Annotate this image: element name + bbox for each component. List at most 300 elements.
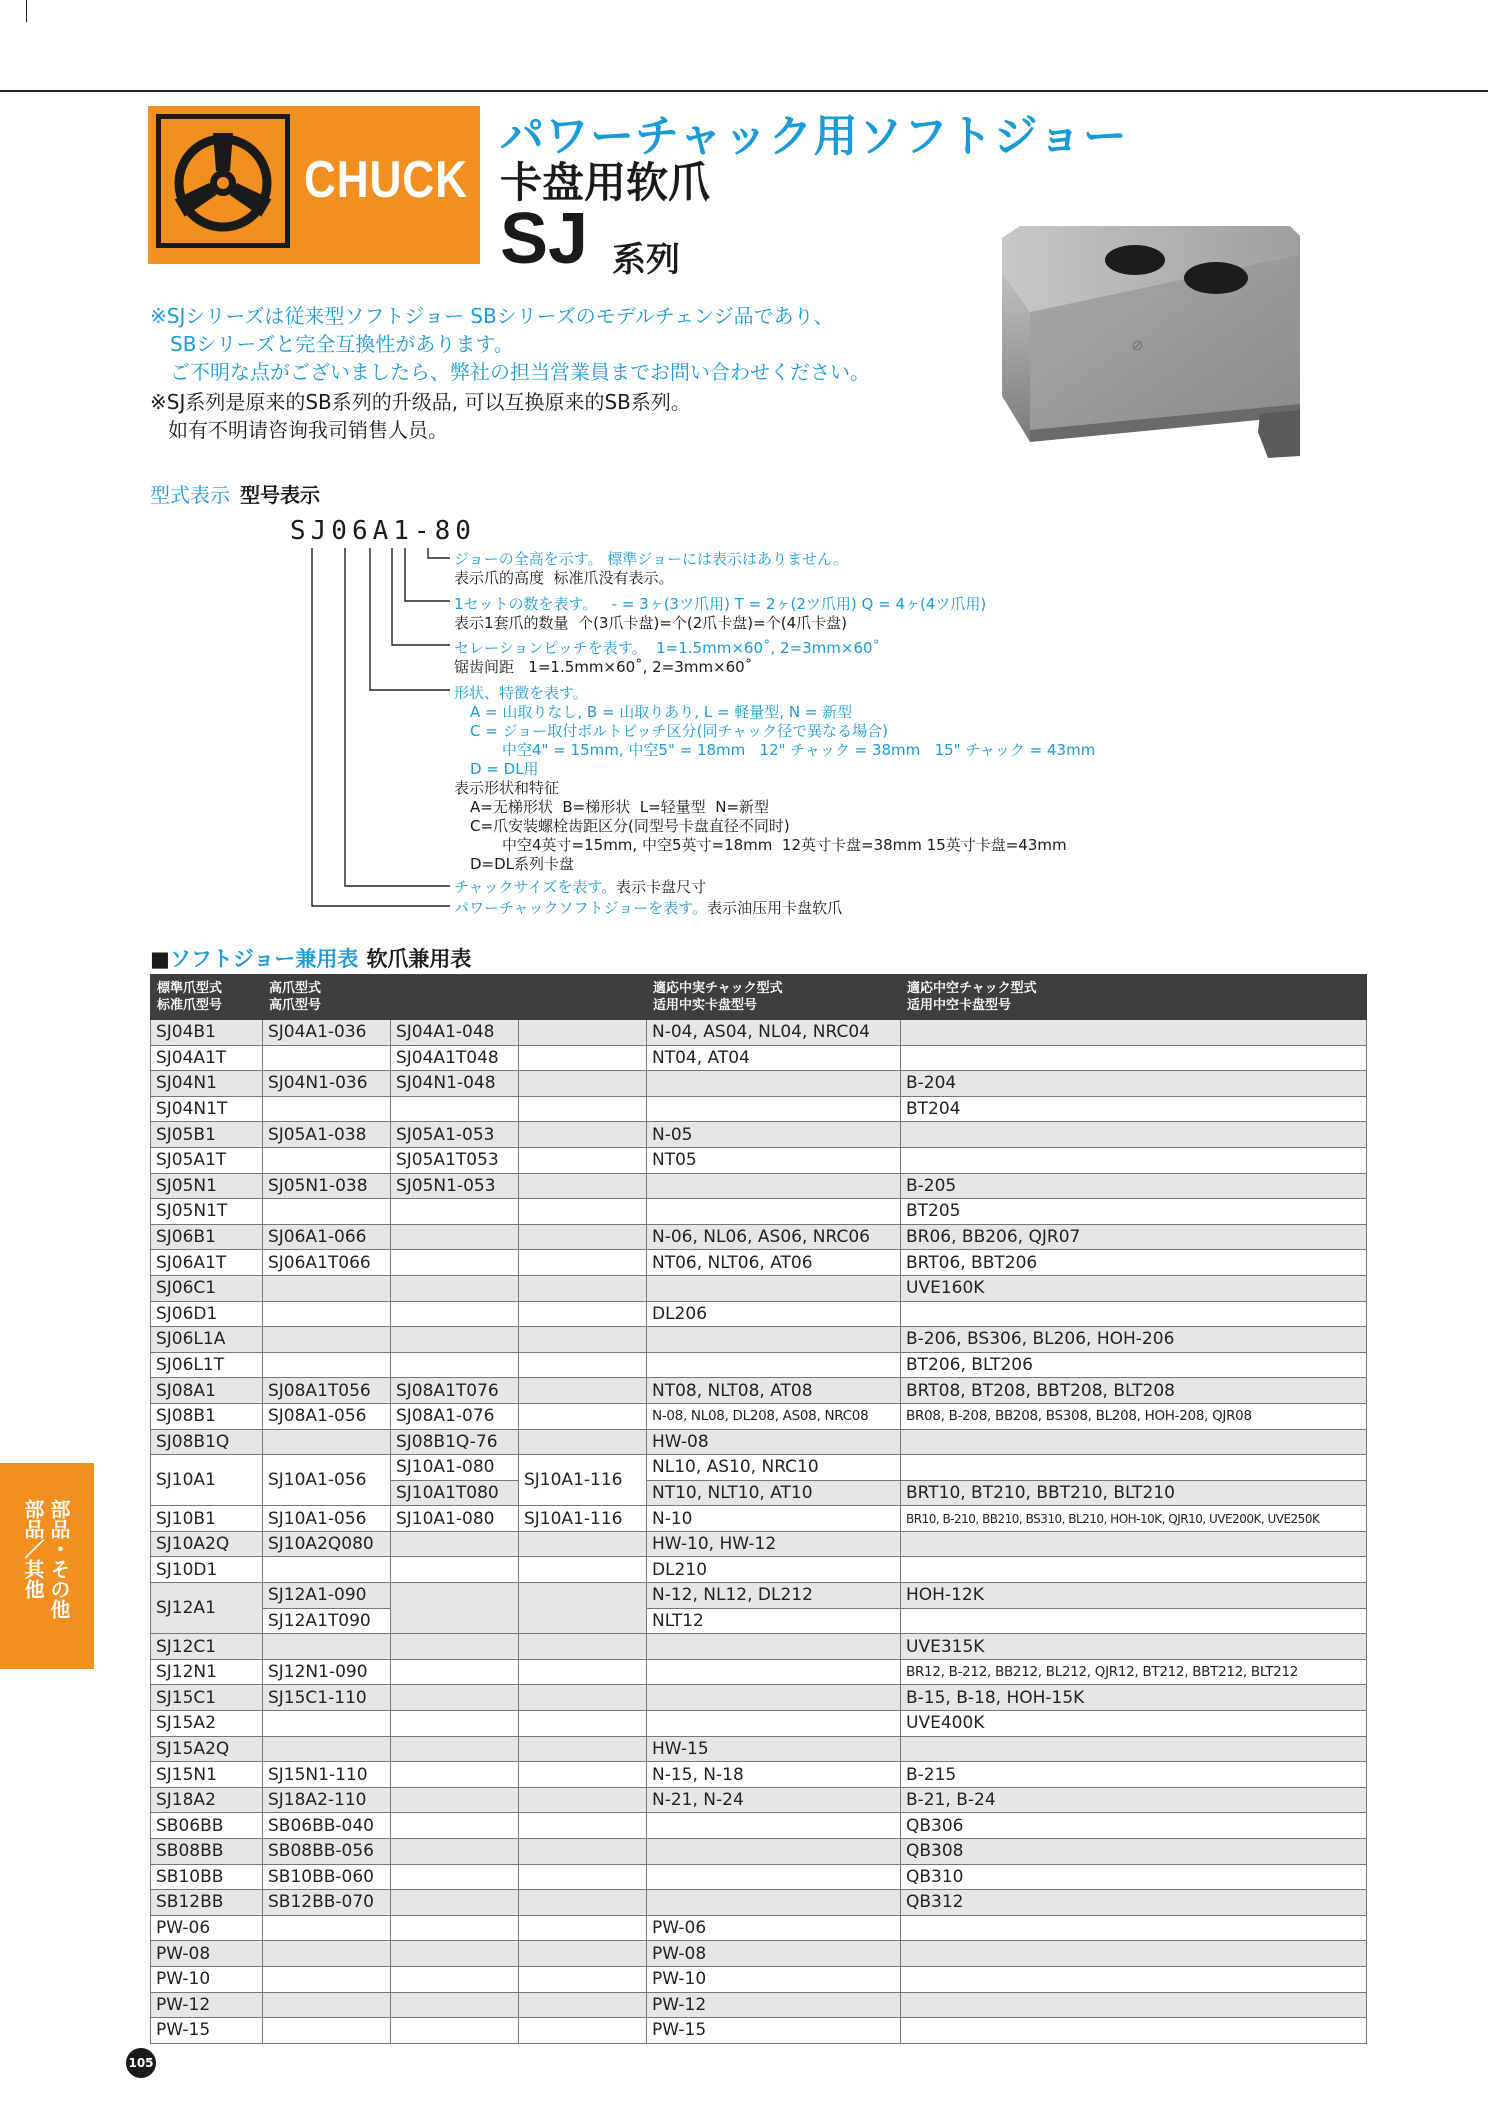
cell-standard-jaw: SJ10A2Q	[151, 1531, 263, 1557]
cell-high-jaw-3	[519, 1711, 647, 1737]
cell-hollow-chuck: B-215	[901, 1762, 1367, 1788]
cell-hollow-chuck: HOH-12K	[901, 1583, 1367, 1609]
cell-high-jaw-3	[519, 1275, 647, 1301]
cell-high-jaw-3	[519, 1122, 647, 1148]
cell-high-jaw-2: SJ08B1Q-76	[391, 1429, 519, 1455]
table-row	[151, 1045, 1367, 1071]
cell-high-jaw-1	[263, 1941, 391, 1967]
side-tab-label-cn: 部品／其他	[21, 1499, 45, 1599]
cell-standard-jaw: SJ10D1	[151, 1557, 263, 1583]
cell-solid-chuck: N-12, NL12, DL212	[647, 1583, 901, 1609]
cell-high-jaw-3	[519, 1250, 647, 1276]
cell-solid-chuck: PW-12	[647, 1992, 901, 2018]
table-row	[151, 1583, 1367, 1609]
table-row	[151, 1685, 1367, 1711]
note-jp-line: ※SJシリーズは従来型ソフトジョー SBシリーズのモデルチェンジ品であり、	[150, 304, 834, 328]
cell-hollow-chuck: QB308	[901, 1839, 1367, 1865]
model-code-leader-lines	[300, 548, 460, 928]
cell-standard-jaw: SJ15A2Q	[151, 1736, 263, 1762]
cell-hollow-chuck: BR12, B-212, BB212, BL212, QJR12, BT212, BBT212, BLT212	[901, 1659, 1367, 1685]
cell-high-jaw-1	[263, 1992, 391, 2018]
cell-high-jaw-2	[391, 1659, 519, 1685]
cell-hollow-chuck: BR08, B-208, BB208, BS308, BL208, HOH-208, QJR08	[901, 1403, 1367, 1429]
cell-high-jaw-2	[391, 1813, 519, 1839]
cell-standard-jaw: SB06BB	[151, 1813, 263, 1839]
cell-high-jaw-2	[391, 1864, 519, 1890]
cell-high-jaw-1: SJ08A1-056	[263, 1403, 391, 1429]
cell-solid-chuck	[647, 1199, 901, 1225]
cell-high-jaw-3	[519, 1839, 647, 1865]
cell-high-jaw-1: SJ15N1-110	[263, 1762, 391, 1788]
chuck-logo	[148, 106, 480, 264]
cell-solid-chuck: NT06, NLT06, AT06	[647, 1250, 901, 1276]
table-row	[151, 1173, 1367, 1199]
cell-high-jaw-3	[519, 1327, 647, 1353]
cell-standard-jaw: SJ08B1Q	[151, 1429, 263, 1455]
side-category-tab[interactable]	[0, 1463, 94, 1669]
cell-high-jaw-1	[263, 1915, 391, 1941]
pitch-desc-cn: 锯齿间距 1=1.5mm×60˚, 2=3mm×60˚	[454, 658, 753, 676]
cell-high-jaw-1: SJ15C1-110	[263, 1685, 391, 1711]
cell-hollow-chuck: BT205	[901, 1199, 1367, 1225]
cell-standard-jaw: SJ04N1T	[151, 1096, 263, 1122]
cell-high-jaw-3	[519, 1045, 647, 1071]
table-row	[151, 1275, 1367, 1301]
svg-text:⌀: ⌀	[1132, 334, 1143, 355]
table-row	[151, 1301, 1367, 1327]
cell-high-jaw-1	[263, 1199, 391, 1225]
cell-hollow-chuck: BRT08, BT208, BBT208, BLT208	[901, 1378, 1367, 1404]
cell-high-jaw-1: SJ12A1-090	[263, 1583, 391, 1609]
soft-desc	[454, 898, 842, 918]
table-row	[151, 1941, 1367, 1967]
cell-high-jaw-3	[519, 1199, 647, 1225]
cell-high-jaw-1: SB12BB-070	[263, 1890, 391, 1916]
cell-solid-chuck: NT04, AT04	[647, 1045, 901, 1071]
cell-hollow-chuck: BT204	[901, 1096, 1367, 1122]
cell-hollow-chuck: B-21, B-24	[901, 1787, 1367, 1813]
cell-standard-jaw: SJ08B1	[151, 1403, 263, 1429]
cell-standard-jaw: SJ05A1T	[151, 1147, 263, 1173]
table-row	[151, 1659, 1367, 1685]
cell-standard-jaw: SJ15A2	[151, 1711, 263, 1737]
cell-hollow-chuck: B-15, B-18, HOH-15K	[901, 1685, 1367, 1711]
table-row	[151, 2018, 1367, 2044]
cell-standard-jaw: PW-15	[151, 2018, 263, 2044]
cell-standard-jaw: SJ12A1	[151, 1583, 263, 1634]
table-row	[151, 1506, 1367, 1532]
cell-high-jaw-2	[391, 1634, 519, 1660]
soft-jaw-product-image	[1000, 224, 1300, 458]
logo-text: CHUCK	[304, 151, 468, 209]
shape-desc-cn-4: D=DL系列卡盘	[470, 855, 575, 873]
cell-high-jaw-2: SJ04N1-048	[391, 1071, 519, 1097]
pitch-desc-jp: セレーションピッチを表す。 1=1.5mm×60˚, 2=3mm×60˚	[454, 639, 881, 657]
shape-desc-cn-1: A=无梯形状 B=梯形状 L=轻量型 N=新型	[470, 798, 770, 816]
note-cn-line: ※SJ系列是原来的SB系列的升级品, 可以互换原来的SB系列。	[150, 390, 691, 414]
cell-high-jaw-1: SJ10A1-056	[263, 1506, 391, 1532]
cell-hollow-chuck: BRT10, BT210, BBT210, BLT210	[901, 1480, 1367, 1506]
cell-high-jaw-3	[519, 1813, 647, 1839]
cell-high-jaw-3	[519, 1864, 647, 1890]
cell-high-jaw-2	[391, 1557, 519, 1583]
cell-solid-chuck: DL206	[647, 1301, 901, 1327]
cell-standard-jaw: SJ15N1	[151, 1762, 263, 1788]
cell-standard-jaw: SJ05N1T	[151, 1199, 263, 1225]
cell-high-jaw-3	[519, 1762, 647, 1788]
shape-desc-cn-2: C=爪安装螺栓齿距区分(同型号卡盘直径不同时)	[470, 817, 790, 835]
cell-solid-chuck: NT08, NLT08, AT08	[647, 1378, 901, 1404]
cell-high-jaw-3	[519, 1890, 647, 1916]
header-standard-jaw	[151, 975, 263, 1020]
cell-high-jaw-1: SJ05A1-038	[263, 1122, 391, 1148]
note-japanese	[150, 302, 870, 386]
cell-high-jaw-2	[391, 1531, 519, 1557]
table-row	[151, 1455, 1367, 1481]
cell-standard-jaw: SJ06L1T	[151, 1352, 263, 1378]
shape-desc-jp: 形状、特徴を表す。	[454, 684, 588, 702]
cell-high-jaw-3	[519, 1557, 647, 1583]
header-text: 标准爪型号	[157, 998, 223, 1013]
cell-high-jaw-1: SB10BB-060	[263, 1864, 391, 1890]
cell-high-jaw-1: SB08BB-056	[263, 1839, 391, 1865]
cell-high-jaw-3	[519, 1173, 647, 1199]
soft-desc-jp: パワーチャックソフトジョーを表す。	[454, 899, 708, 917]
series-name: SJ	[500, 199, 589, 279]
height-desc-cn: 表示爪的高度 标准爪没有表示。	[454, 569, 674, 587]
cell-high-jaw-2	[391, 1966, 519, 1992]
cell-high-jaw-1: SJ04A1-036	[263, 1020, 391, 1046]
cell-high-jaw-3	[519, 1147, 647, 1173]
cell-high-jaw-1: SJ18A2-110	[263, 1787, 391, 1813]
note-jp-line: SBシリーズと完全互換性があります。	[170, 332, 514, 356]
note-chinese	[150, 388, 691, 444]
cell-high-jaw-1	[263, 1045, 391, 1071]
cell-hollow-chuck: UVE315K	[901, 1634, 1367, 1660]
cell-solid-chuck: N-21, N-24	[647, 1787, 901, 1813]
cell-high-jaw-3	[519, 1787, 647, 1813]
cell-high-jaw-3	[519, 1096, 647, 1122]
table-row	[151, 1966, 1367, 1992]
cell-high-jaw-2	[391, 1199, 519, 1225]
cell-high-jaw-1	[263, 2018, 391, 2044]
cell-standard-jaw: SJ04B1	[151, 1020, 263, 1046]
cell-solid-chuck: HW-08	[647, 1429, 901, 1455]
table-header-row	[151, 975, 1367, 1020]
cell-hollow-chuck: QB310	[901, 1864, 1367, 1890]
cell-high-jaw-2	[391, 1583, 519, 1634]
cell-high-jaw-2: SJ08A1T076	[391, 1378, 519, 1404]
cell-standard-jaw: SJ12N1	[151, 1659, 263, 1685]
cell-high-jaw-2: SJ05A1T053	[391, 1147, 519, 1173]
cell-hollow-chuck	[901, 1915, 1367, 1941]
table-row	[151, 1864, 1367, 1890]
cell-hollow-chuck: BR06, BB206, QJR07	[901, 1224, 1367, 1250]
cell-hollow-chuck: BT206, BLT206	[901, 1352, 1367, 1378]
cell-solid-chuck	[647, 1275, 901, 1301]
cell-high-jaw-3	[519, 1301, 647, 1327]
size-desc-jp: チャックサイズを表す。	[454, 878, 617, 896]
shape-desc-cn-3: 中空4英寸=15mm, 中空5英寸=18mm 12英寸卡盘=38mm 15英寸卡盘=43mm	[502, 836, 1067, 854]
model-title-jp: 型式表示	[150, 483, 230, 507]
shape-desc-jp-3: 中空4" = 15mm, 中空5" = 18mm 12" チャック = 38mm 15" チャック = 43mm	[502, 741, 1096, 759]
cell-hollow-chuck	[901, 1020, 1367, 1046]
cell-standard-jaw: SJ18A2	[151, 1787, 263, 1813]
table-row	[151, 1250, 1367, 1276]
cell-hollow-chuck	[901, 1736, 1367, 1762]
soft-desc-cn: 表示油压用卡盘软爪	[707, 899, 843, 917]
cell-high-jaw-1: SJ08A1T056	[263, 1378, 391, 1404]
table-row	[151, 1634, 1367, 1660]
cell-high-jaw-1	[263, 1429, 391, 1455]
cell-high-jaw-2: SJ08A1-076	[391, 1403, 519, 1429]
cell-standard-jaw: PW-12	[151, 1992, 263, 2018]
cell-high-jaw-1: SJ10A1-056	[263, 1455, 391, 1506]
cell-hollow-chuck	[901, 1557, 1367, 1583]
cell-hollow-chuck: UVE160K	[901, 1275, 1367, 1301]
cell-high-jaw-1	[263, 1096, 391, 1122]
table-row	[151, 1378, 1367, 1404]
cell-high-jaw-2	[391, 1787, 519, 1813]
cell-high-jaw-2	[391, 1839, 519, 1865]
table-row	[151, 1787, 1367, 1813]
cell-standard-jaw: SJ12C1	[151, 1634, 263, 1660]
cell-hollow-chuck: UVE400K	[901, 1711, 1367, 1737]
size-desc	[454, 877, 706, 897]
cell-high-jaw-3	[519, 1992, 647, 2018]
cell-high-jaw-1	[263, 1736, 391, 1762]
cell-high-jaw-3	[519, 1071, 647, 1097]
cell-hollow-chuck	[901, 1992, 1367, 2018]
compat-title-cn: 软爪兼用表	[366, 947, 472, 971]
cell-high-jaw-2: SJ10A1-080	[391, 1506, 519, 1532]
cell-standard-jaw: SB10BB	[151, 1864, 263, 1890]
cell-high-jaw-1	[263, 1557, 391, 1583]
cell-standard-jaw: SJ06A1T	[151, 1250, 263, 1276]
cell-solid-chuck	[647, 1813, 901, 1839]
table-row	[151, 1096, 1367, 1122]
cell-high-jaw-1	[263, 1275, 391, 1301]
cell-standard-jaw: SJ10A1	[151, 1455, 263, 1506]
cell-high-jaw-3	[519, 1736, 647, 1762]
table-row	[151, 1531, 1367, 1557]
cell-solid-chuck	[647, 1352, 901, 1378]
header-high-jaw	[263, 975, 647, 1020]
cell-high-jaw-3	[519, 1685, 647, 1711]
chuck-jaw-icon	[161, 119, 285, 243]
note-jp-line: ご不明な点がございましたら、弊社の担当営業員までお問い合わせください。	[170, 360, 870, 384]
title-japanese: パワーチャック用ソフトジョー	[500, 111, 1128, 162]
cell-high-jaw-3	[519, 1378, 647, 1404]
shape-desc-jp-1: A = 山取りなし, B = 山取りあり, L = 軽量型, N = 新型	[470, 703, 853, 721]
soft-jaw-compat-table	[150, 974, 1367, 2044]
table-body	[151, 1020, 1367, 2044]
cell-high-jaw-1: SJ05N1-038	[263, 1173, 391, 1199]
cell-high-jaw-1	[263, 1634, 391, 1660]
cell-solid-chuck	[647, 1659, 901, 1685]
cell-hollow-chuck	[901, 1122, 1367, 1148]
cell-hollow-chuck: B-206, BS306, BL206, HOH-206	[901, 1327, 1367, 1353]
cell-high-jaw-1: SJ06A1T066	[263, 1250, 391, 1276]
header-text: 適応中実チャック型式	[653, 981, 783, 996]
cell-high-jaw-2: SJ04A1-048	[391, 1020, 519, 1046]
cell-high-jaw-2: SJ10A1-080	[391, 1455, 519, 1481]
header-text: 適応中空チャック型式	[907, 981, 1037, 996]
cell-solid-chuck	[647, 1071, 901, 1097]
cell-solid-chuck	[647, 1685, 901, 1711]
cell-solid-chuck	[647, 1634, 901, 1660]
cell-solid-chuck: NT05	[647, 1147, 901, 1173]
cell-standard-jaw: SJ06C1	[151, 1275, 263, 1301]
cell-solid-chuck: NL10, AS10, NRC10	[647, 1455, 901, 1481]
cell-standard-jaw: PW-10	[151, 1966, 263, 1992]
cell-standard-jaw: PW-06	[151, 1915, 263, 1941]
cell-high-jaw-1: SJ04N1-036	[263, 1071, 391, 1097]
cell-high-jaw-3	[519, 1224, 647, 1250]
table-row	[151, 1020, 1367, 1046]
cell-hollow-chuck: BRT06, BBT206	[901, 1250, 1367, 1276]
cell-high-jaw-1: SJ12A1T090	[263, 1608, 391, 1634]
header-rule	[0, 90, 1488, 92]
header-text: 适用中实卡盘型号	[653, 998, 758, 1013]
table-row	[151, 1813, 1367, 1839]
cell-hollow-chuck	[901, 1941, 1367, 1967]
cell-hollow-chuck	[901, 1966, 1367, 1992]
cell-high-jaw-2	[391, 1992, 519, 2018]
cell-high-jaw-3	[519, 1531, 647, 1557]
cell-high-jaw-2	[391, 1736, 519, 1762]
cell-standard-jaw: PW-08	[151, 1941, 263, 1967]
cell-standard-jaw: SJ06L1A	[151, 1327, 263, 1353]
cell-high-jaw-1	[263, 1352, 391, 1378]
cell-high-jaw-2	[391, 1327, 519, 1353]
cell-high-jaw-1: SJ10A2Q080	[263, 1531, 391, 1557]
compat-section-title	[150, 943, 471, 973]
cell-solid-chuck: NLT12	[647, 1608, 901, 1634]
cell-solid-chuck: PW-08	[647, 1941, 901, 1967]
cell-hollow-chuck: B-205	[901, 1173, 1367, 1199]
header-solid-chuck	[647, 975, 901, 1020]
cell-hollow-chuck: B-204	[901, 1071, 1367, 1097]
cell-high-jaw-1	[263, 1301, 391, 1327]
cell-standard-jaw: SJ05N1	[151, 1173, 263, 1199]
cell-standard-jaw: SJ08A1	[151, 1378, 263, 1404]
cell-high-jaw-3	[519, 1915, 647, 1941]
cell-solid-chuck	[647, 1096, 901, 1122]
cell-solid-chuck: N-06, NL06, AS06, NRC06	[647, 1224, 901, 1250]
cell-high-jaw-1: SJ06A1-066	[263, 1224, 391, 1250]
table-row	[151, 1147, 1367, 1173]
table-row	[151, 1199, 1367, 1225]
table-row	[151, 1890, 1367, 1916]
cell-hollow-chuck: BR10, B-210, BB210, BS310, BL210, HOH-10K, QJR10, UVE200K, UVE250K	[901, 1506, 1367, 1532]
cell-high-jaw-2	[391, 2018, 519, 2044]
cell-solid-chuck	[647, 1327, 901, 1353]
section-bullet-icon: ■	[150, 947, 170, 971]
table-row	[151, 1915, 1367, 1941]
cell-high-jaw-2: SJ04A1T048	[391, 1045, 519, 1071]
cell-high-jaw-2	[391, 1941, 519, 1967]
header-hollow-chuck	[901, 975, 1367, 1020]
cell-high-jaw-1	[263, 1147, 391, 1173]
cell-high-jaw-1: SB06BB-040	[263, 1813, 391, 1839]
cell-high-jaw-1	[263, 1966, 391, 1992]
cell-solid-chuck: PW-15	[647, 2018, 901, 2044]
cell-hollow-chuck: QB312	[901, 1890, 1367, 1916]
cell-solid-chuck	[647, 1173, 901, 1199]
series-suffix: 系列	[612, 240, 680, 280]
cell-high-jaw-2	[391, 1301, 519, 1327]
size-desc-cn: 表示卡盘尺寸	[616, 878, 707, 896]
cell-solid-chuck: HW-10, HW-12	[647, 1531, 901, 1557]
cell-standard-jaw: SB08BB	[151, 1839, 263, 1865]
cell-high-jaw-2	[391, 1096, 519, 1122]
cell-solid-chuck: DL210	[647, 1557, 901, 1583]
cell-standard-jaw: SJ06D1	[151, 1301, 263, 1327]
cell-high-jaw-3: SJ10A1-116	[519, 1455, 647, 1506]
cell-high-jaw-1	[263, 1327, 391, 1353]
cell-standard-jaw: SB12BB	[151, 1890, 263, 1916]
side-tab-label-jp: 部品・その他	[47, 1499, 71, 1619]
header-text: 標準爪型式	[157, 981, 223, 996]
height-desc-jp: ジョーの全高を示す。 標準ジョーには表示はありません。	[454, 550, 848, 568]
cell-hollow-chuck	[901, 1147, 1367, 1173]
cell-high-jaw-2	[391, 1275, 519, 1301]
cell-high-jaw-3	[519, 1403, 647, 1429]
title-chinese: 卡盘用软爪	[500, 158, 711, 207]
shape-desc-cn: 表示形状和特征	[454, 779, 560, 797]
table-row	[151, 1327, 1367, 1353]
cell-solid-chuck	[647, 1839, 901, 1865]
model-title-cn: 型号表示	[240, 483, 320, 507]
set-desc-cn: 表示1套爪的数量 个(3爪卡盘)=个(2爪卡盘)=个(4爪卡盘)	[454, 614, 847, 632]
cell-solid-chuck: N-10	[647, 1506, 901, 1532]
cell-high-jaw-2	[391, 1890, 519, 1916]
table-row	[151, 1403, 1367, 1429]
cell-high-jaw-3	[519, 2018, 647, 2044]
crop-mark	[26, 0, 27, 22]
cell-high-jaw-2: SJ05N1-053	[391, 1173, 519, 1199]
header-text: 高爪型号	[269, 998, 322, 1013]
table-row	[151, 1711, 1367, 1737]
cell-hollow-chuck	[901, 1429, 1367, 1455]
cell-solid-chuck: PW-06	[647, 1915, 901, 1941]
cell-high-jaw-1: SJ12N1-090	[263, 1659, 391, 1685]
cell-solid-chuck	[647, 1890, 901, 1916]
cell-solid-chuck	[647, 1864, 901, 1890]
table-row	[151, 1839, 1367, 1865]
model-section-title	[150, 479, 320, 508]
cell-hollow-chuck	[901, 1455, 1367, 1481]
cell-high-jaw-3	[519, 1429, 647, 1455]
cell-high-jaw-3: SJ10A1-116	[519, 1506, 647, 1532]
cell-high-jaw-2	[391, 1685, 519, 1711]
shape-desc-jp-2: C = ジョー取付ボルトピッチ区分(同チャック径で異なる場合)	[470, 722, 888, 740]
cell-hollow-chuck	[901, 1301, 1367, 1327]
cell-standard-jaw: SJ10B1	[151, 1506, 263, 1532]
cell-high-jaw-2	[391, 1352, 519, 1378]
header-text: 适用中空卡盘型号	[907, 998, 1012, 1013]
cell-high-jaw-2	[391, 1915, 519, 1941]
cell-solid-chuck: NT10, NLT10, AT10	[647, 1480, 901, 1506]
cell-high-jaw-2: SJ10A1T080	[391, 1480, 519, 1506]
cell-hollow-chuck	[901, 2018, 1367, 2044]
cell-solid-chuck: PW-10	[647, 1966, 901, 1992]
table-row	[151, 1608, 1367, 1634]
cell-solid-chuck: N-15, N-18	[647, 1762, 901, 1788]
table-row	[151, 1762, 1367, 1788]
cell-solid-chuck: HW-15	[647, 1736, 901, 1762]
